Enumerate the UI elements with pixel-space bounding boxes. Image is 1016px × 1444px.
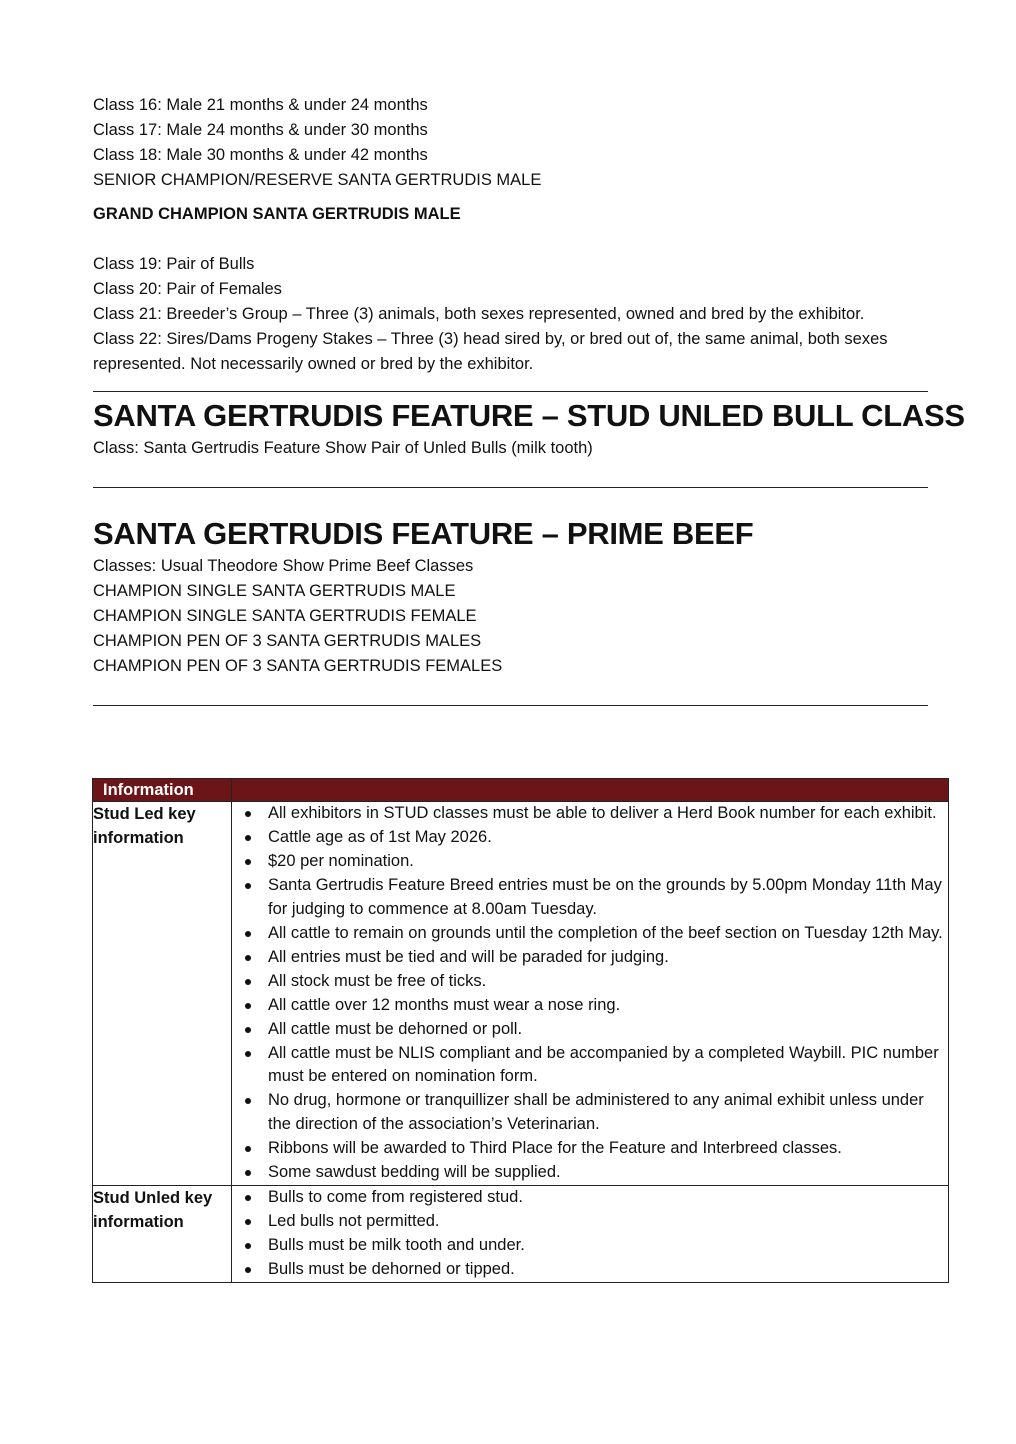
- row-items: [232, 802, 949, 1186]
- class-line: Class 21: Breeder’s Group – Three (3) animals, both sexes represented, owned and bred by the exhibitor.: [93, 305, 865, 323]
- prime-beef-line: Classes: Usual Theodore Show Prime Beef Classes: [93, 557, 474, 575]
- list-item: All cattle over 12 months must wear a nose ring.: [232, 994, 948, 1018]
- list-item: Some sawdust bedding will be supplied.: [232, 1161, 948, 1185]
- list-item: $20 per nomination.: [232, 850, 948, 874]
- bullet-list: [232, 802, 948, 1184]
- section-heading-unled: SANTA GERTRUDIS FEATURE – STUD UNLED BULL CLASS: [93, 398, 965, 433]
- row-label: Stud Unled key information: [93, 1185, 232, 1282]
- list-item: No drug, hormone or tranquillizer shall be administered to any animal exhibit unless under the direction of the association’s Veterinarian.: [232, 1089, 948, 1136]
- list-item: Ribbons will be awarded to Third Place for the Feature and Interbreed classes.: [232, 1137, 948, 1161]
- table-header-cell: Information: [93, 779, 232, 802]
- list-item: All entries must be tied and will be paraded for judging.: [232, 946, 948, 970]
- championship-line: SENIOR CHAMPION/RESERVE SANTA GERTRUDIS MALE: [93, 171, 542, 189]
- unled-class-line: Class: Santa Gertrudis Feature Show Pair of Unled Bulls (milk tooth): [93, 439, 593, 457]
- prime-beef-line: CHAMPION SINGLE SANTA GERTRUDIS FEMALE: [93, 607, 477, 625]
- row-label: Stud Led key information: [93, 802, 232, 1186]
- list-item: Led bulls not permitted.: [232, 1210, 948, 1234]
- list-item: Bulls must be dehorned or tipped.: [232, 1258, 948, 1282]
- class-line: Class 20: Pair of Females: [93, 280, 282, 298]
- grand-champion-line: GRAND CHAMPION SANTA GERTRUDIS MALE: [93, 205, 461, 223]
- prime-beef-line: CHAMPION SINGLE SANTA GERTRUDIS MALE: [93, 582, 456, 600]
- table-row: [93, 1185, 949, 1282]
- class-line: Class 16: Male 21 months & under 24 months: [93, 96, 428, 114]
- list-item: Cattle age as of 1st May 2026.: [232, 826, 948, 850]
- class-line: Class 18: Male 30 months & under 42 months: [93, 146, 428, 164]
- list-item: Bulls to come from registered stud.: [232, 1186, 948, 1210]
- section-divider: [93, 705, 928, 706]
- prime-beef-line: CHAMPION PEN OF 3 SANTA GERTRUDIS FEMALES: [93, 657, 503, 675]
- list-item: All exhibitors in STUD classes must be able to deliver a Herd Book number for each exhibit.: [232, 802, 948, 826]
- row-items: [232, 1185, 949, 1282]
- bullet-list: [232, 1186, 948, 1282]
- class-line: Class 19: Pair of Bulls: [93, 255, 255, 273]
- table-row: [93, 802, 949, 1186]
- list-item: Bulls must be milk tooth and under.: [232, 1234, 948, 1258]
- prime-beef-line: CHAMPION PEN OF 3 SANTA GERTRUDIS MALES: [93, 632, 482, 650]
- class-line: Class 22: Sires/Dams Progeny Stakes – Three (3) head sired by, or bred out of, the same animal, both sexes represented. Not necessarily owned or bred by the exhibitor.: [93, 330, 888, 373]
- section-heading-prime-beef: SANTA GERTRUDIS FEATURE – PRIME BEEF: [93, 516, 754, 551]
- table-header-cell-empty: [232, 779, 949, 802]
- table-header-row: [93, 779, 949, 802]
- page-content: [93, 93, 965, 706]
- class-line: Class 17: Male 24 months & under 30 months: [93, 121, 428, 139]
- list-item: Santa Gertrudis Feature Breed entries must be on the grounds by 5.00pm Monday 11th May for judging to commence at 8.00am Tuesday.: [232, 874, 948, 921]
- list-item: All cattle to remain on grounds until the completion of the beef section on Tuesday 12th May.: [232, 922, 948, 946]
- information-table: [92, 778, 949, 1283]
- list-item: All stock must be free of ticks.: [232, 970, 948, 994]
- list-item: All cattle must be NLIS compliant and be accompanied by a completed Waybill. PIC number must be entered on nomination form.: [232, 1042, 948, 1089]
- list-item: All cattle must be dehorned or poll.: [232, 1018, 948, 1042]
